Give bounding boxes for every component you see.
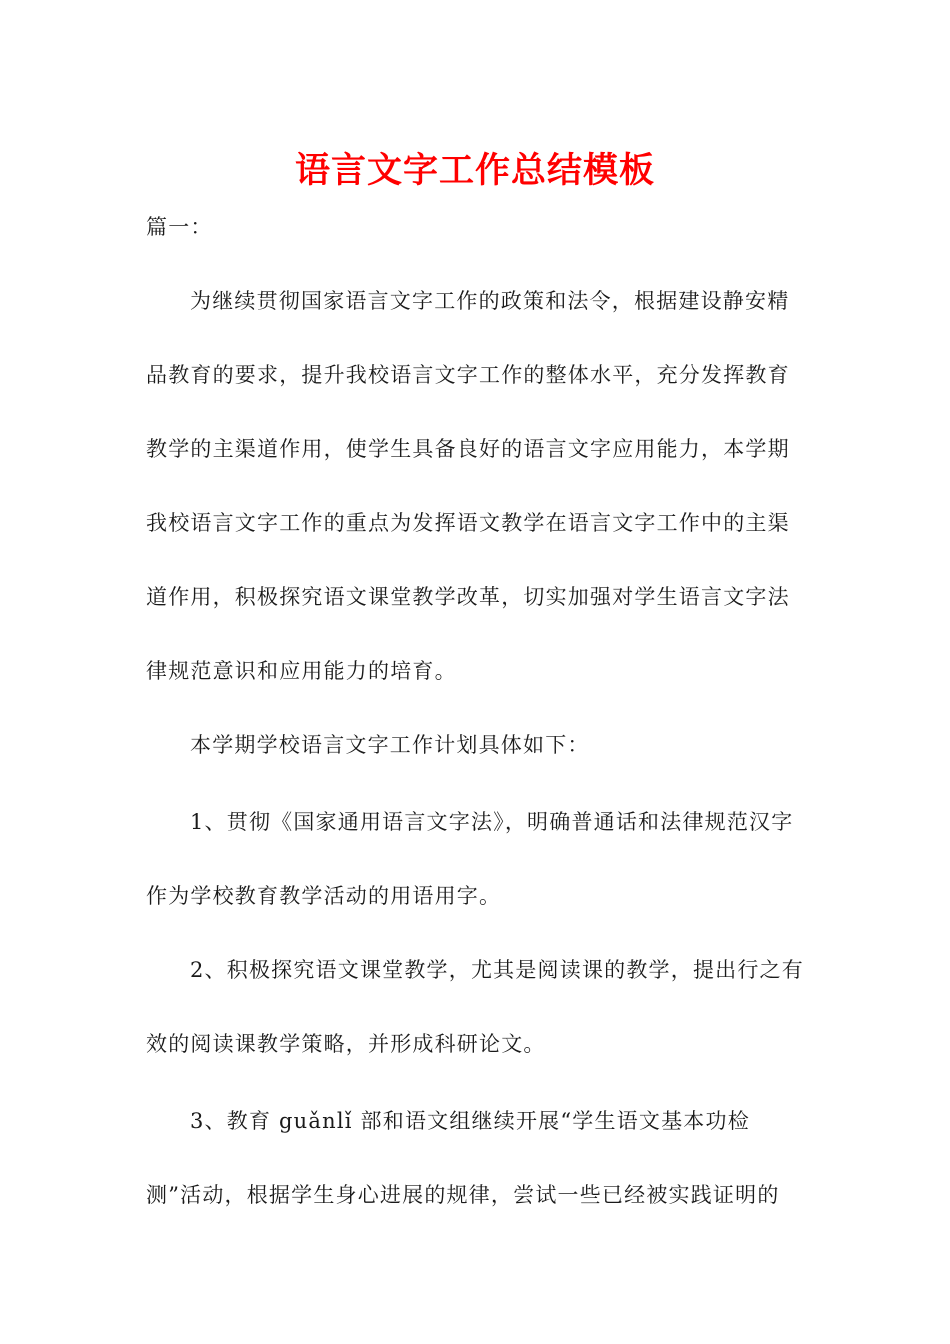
paragraph-line: 道作用，积极探究语文课堂教学改革，切实加强对学生语言文字法 [146, 585, 790, 609]
paragraph-line: 我校语言文字工作的重点为发挥语文教学在语言文字工作中的主渠 [146, 511, 790, 535]
paragraph-line: 教学的主渠道作用，使学生具备良好的语言文字应用能力，本学期 [146, 437, 790, 461]
list-item-line: 作为学校教育教学活动的用语用字。 [146, 884, 502, 908]
list-item-line: 2、积极探究语文课堂教学，尤其是阅读课的教学，提出行之有 [190, 958, 804, 982]
list-item-line: 1、贯彻《国家通用语言文字法》，明确普通话和法律规范汉字 [190, 810, 794, 834]
list-item-line: 测”活动，根据学生身心进展的规律，尝试一些已经被实践证明的 [146, 1183, 780, 1207]
paragraph-line: 律规范意识和应用能力的培育。 [146, 659, 457, 683]
section-label: 篇一： [146, 215, 213, 239]
paragraph-line: 品教育的要求，提升我校语言文字工作的整体水平，充分发挥教育 [146, 363, 790, 387]
document-title: 语言文字工作总结模板 [294, 151, 655, 191]
list-item-line: 3、教育 guǎnlǐ 部和语文组继续开展“学生语文基本功检 [190, 1109, 750, 1133]
paragraph-line: 本学期学校语言文字工作计划具体如下： [190, 733, 590, 757]
paragraph-line: 为继续贯彻国家语言文字工作的政策和法令，根据建设静安精 [190, 289, 790, 313]
list-item-line: 效的阅读课教学策略，并形成科研论文。 [146, 1032, 546, 1056]
